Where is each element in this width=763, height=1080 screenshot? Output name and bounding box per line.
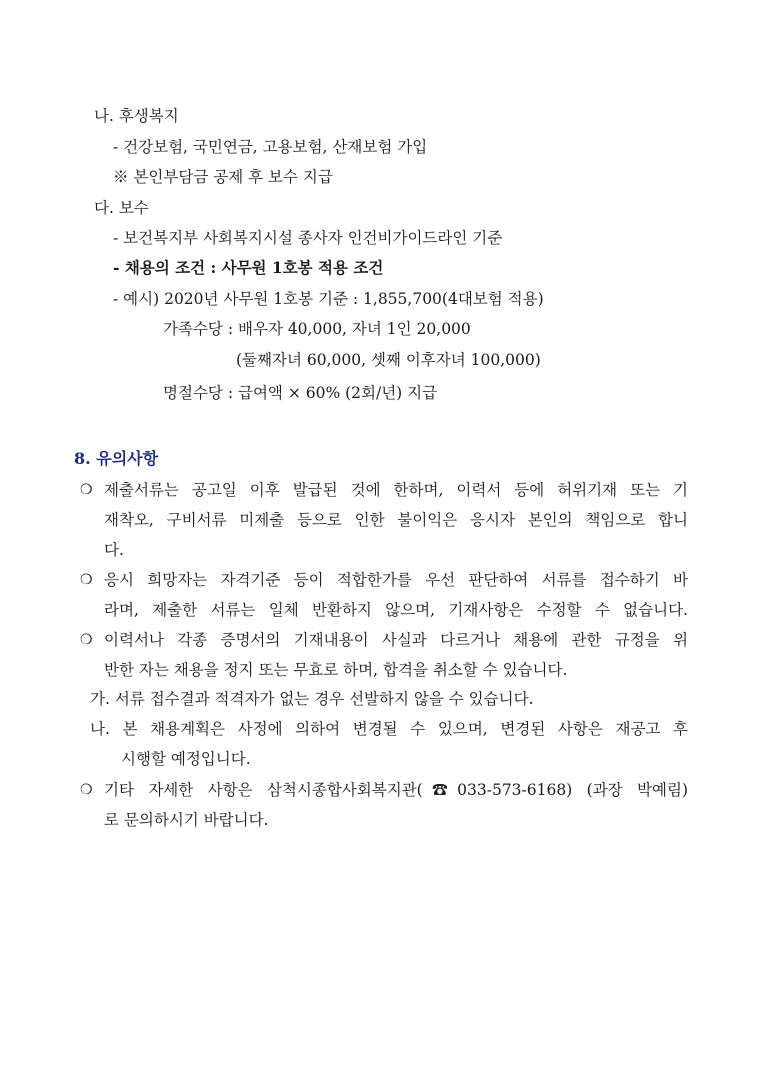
pay-item-condition: - 채용의 조건 : 사무원 1호봉 적용 조건	[113, 258, 384, 277]
note-3-line-1: 이력서나 각종 증명서의 기재내용이 사실과 다르거나 채용에 관한 규정을 위	[104, 631, 688, 649]
bullet-icon: ❍	[80, 482, 93, 498]
note-4-line-1: 기타 자세한 사항은 삼척시종합사회복지관(☎033-573-6168) (과장 박예림)	[104, 781, 688, 799]
note-1-line-2: 재착오, 구비서류 미제출 등으로 인한 불이익은 응시자 본인의 책임으로 합니	[104, 511, 688, 529]
welfare-item-insurance: - 건강보험, 국민연금, 고용보험, 산재보험 가입	[113, 138, 428, 156]
pay-holiday-allowance: 명절수당 : 급여액 × 60% (2회/년) 지급	[163, 384, 438, 402]
pay-family-allowance: 가족수당 : 배우자 40,000, 자녀 1인 20,000	[163, 320, 471, 338]
bullet-icon: ❍	[80, 782, 93, 798]
bullet-icon: ❍	[80, 572, 93, 588]
pay-family-note: (둘째자녀 60,000, 셋째 이후자녀 100,000)	[236, 351, 541, 369]
note-3-line-2: 반한 자는 채용을 정지 또는 무효로 하며, 합격을 취소할 수 있습니다.	[104, 661, 568, 679]
note-sub-b-line-2: 시행할 예정입니다.	[121, 750, 251, 768]
pay-item-guideline: - 보건복지부 사회복지시설 종사자 인건비가이드라인 기준	[113, 229, 503, 247]
note-sub-a: 가. 서류 접수결과 적격자가 없는 경우 선발하지 않을 수 있습니다.	[90, 690, 534, 708]
welfare-item-deduction: ※ 본인부담금 공제 후 보수 지급	[113, 168, 333, 186]
note-1-line-3: 다.	[104, 541, 124, 559]
bullet-icon: ❍	[80, 632, 93, 648]
welfare-heading: 나. 후생복지	[94, 107, 179, 125]
note-1-line-1: 제출서류는 공고일 이후 발급된 것에 한하며, 이력서 등에 허위기재 또는 기	[104, 481, 688, 499]
notes-heading: 8. 유의사항	[74, 449, 159, 468]
note-2-line-1: 응시 희망자는 자격기준 등이 적합한가를 우선 판단하여 서류를 접수하기 바	[104, 571, 688, 589]
pay-item-example: - 예시) 2020년 사무원 1호봉 기준 : 1,855,700(4대보험 적용)	[113, 290, 544, 308]
note-sub-b-line-1: 나. 본 채용계획은 사정에 의하여 변경될 수 있으며, 변경된 사항은 재공고 후	[90, 720, 688, 738]
note-4-line-2: 로 문의하시기 바랍니다.	[104, 811, 269, 829]
pay-heading: 다. 보수	[94, 199, 149, 217]
note-2-line-2: 라며, 제출한 서류는 일체 반환하지 않으며, 기재사항은 수정할 수 없습니다.	[104, 601, 688, 619]
